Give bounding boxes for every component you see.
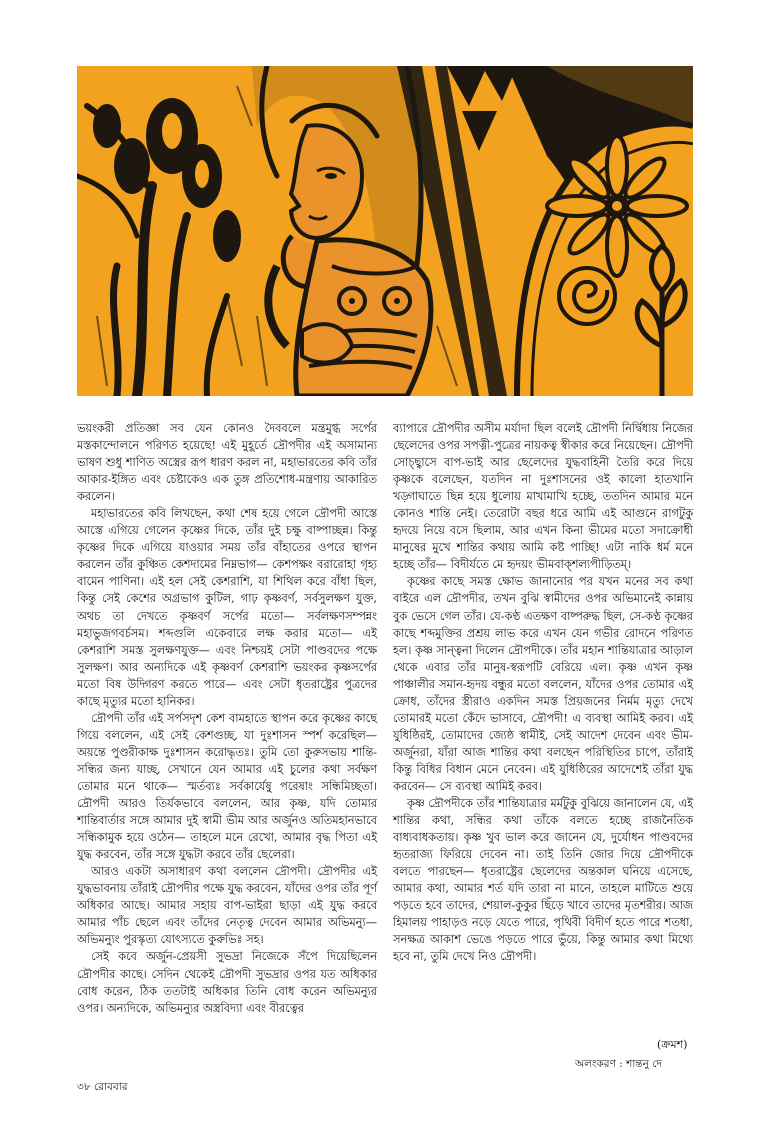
left-paragraph-2: মহাভারতের কবি লিখছেন, কথা শেষ হয়ে গেলে দ্রৌপদী আস্তে আস্তে এগিয়ে গেলেন কৃষ্ণের দিকে, তাঁর দুই চক্ষু বাষ্পাচ্ছন্ন। কিন্তু কৃষ্ণের দিকে এগিয়ে যাওয়ার সময় তাঁর বাঁহাতের ওপরে স্থাপন করলেন তাঁর কুঞ্চিত কেশদামের নিম্নভাগ— কেশপক্ষং বরারোহা গৃহ্য বামেন পাণিনা। এই হল সেই কেশরাশি, যা শিথিল করে বাঁধা ছিল, কিন্তু সেই কেশের অগ্রভাগ কুটিল, গাঢ় কৃষ্ণবর্ণ, সর্বসুলক্ষণ যুক্ত, অথচ তা দেখতে কৃষ্ণবর্ণ সর্পের মতো— সর্বলক্ষণসম্পন্নং মহাভুজগবর্চসম। শব্দগুলি একেবারে লক্ষ করার মতো— এই কেশরাশি সমস্ত সুলক্ষণযুক্ত— এবং নিশ্চয়ই সেটা পাণ্ডবদের পক্ষে সুলক্ষণ। আর অন্যদিকে এই কৃষ্ণবর্ণ কেশরাশি ভয়ংকর কৃষ্ণসর্পের মতো বিষ উদ্গিরণ করতে পারে— এবং সেটা ধৃতরাষ্ট্রের পুত্রদের কাছে মৃত্যুর মতো হানিকর।	[77, 507, 377, 708]
illustration-credit: অলংকরণ : শান্তনু দে	[575, 1058, 662, 1070]
page-folio: ৩৮ রোববার	[77, 1081, 128, 1093]
right-paragraph-1: ব্যাপারে দ্রৌপদীর অসীম মর্যাদা ছিল বলেই দ্রৌপদী নির্দ্বিধায় নিজের ছেলেদের ওপর সপত্নী-পুত্রের নায়কত্ব স্বীকার করে নিয়েছেন। দ্রৌপদী সোচ্ছ্বাসে বাপ-ভাই আর ছেলেদের যুদ্ধবাহিনী তৈরি করে দিয়ে কৃষ্ণকে বলেছেন, যতদিন না দুঃশাসনের ওই কালো হাতখানি খড়্গাঘাতে ছিন্ন হয়ে ধুলোয় মাখামাখি হচ্ছে, ততদিন আমার মনে কোনও শান্তি নেই। তেরোটা বছর ধরে আমি এই আগুনে রাগটুকু হৃদয়ে নিয়ে বসে ছিলাম, আর এখন কিনা ভীমের মতো সদাক্রোধী মানুষের মুখে শান্তির কথায় আমি কষ্ট পাচ্ছি! এটা নাকি ধর্ম মনে হচ্ছে তাঁর— বিদীর্যতে মে হৃদয়ং ভীমবাক্‌শল্যপীড়িতম্‌।	[393, 422, 693, 572]
left-paragraph-5: সেই কবে অর্জুন-প্রেয়সী সুভদ্রা নিজেকে সঁপে দিয়েছিলেন দ্রৌপদীর কাছে। সেদিন থেকেই দ্রৌপদী সুভদ্রার ওপর যত অধিকার বোধ করেন, ঠিক ততটাই অধিকার তিনি বোধ করেন অভিমন্যুর ওপর। অন্যদিকে, অভিমন্যুর অস্ত্রবিদ্যা এবং বীরত্বের	[77, 950, 377, 1015]
left-paragraph-4: আরও একটা অসাধারণ কথা বললেন দ্রৌপদী। দ্রৌপদীর এই যুদ্ধভাবনায় তাঁরাই দ্রৌপদীর পক্ষে যুদ্ধ করবেন, যাঁদের ওপর তাঁর পূর্ণ অধিকার আছে। আমার সহায় বাপ-ভাইরা ছাড়া এই যুদ্ধ করবে আমার পাঁচ ছেলে এবং তাঁদের নেতৃত্ব দেবেন আমার অভিমন্যু— অভিমন্যুং পুরস্কৃত্য যোৎস্যতে কুরুভিঃ সহ।	[77, 865, 377, 947]
folk-painting-icon	[77, 66, 693, 396]
article-column-left	[77, 420, 377, 1017]
left-paragraph-3: দ্রৌপদী তাঁর এই সর্পসদৃশ কেশ বামহাতে স্থাপন করে কৃষ্ণের কাছে গিয়ে বললেন, এই সেই কেশগুচ্ছ, যা দুঃশাসন স্পর্শ করেছিল— অয়ন্তে পুণ্ডরীকাক্ষ দুঃশাসন করোদ্ধৃতঃ। তুমি তো কুরুসভায় শান্তি-সন্ধির জন্য যাচ্ছ, সেখানে যেন আমার এই চুলের কথা সর্বক্ষণ তোমার মনে থাকে— স্মর্তব্যঃ সর্বকার্যেষু পরেষাং সন্ধিমিচ্ছতা। দ্রৌপদী আরও তির্যকভাবে বললেন, আর কৃষ্ণ, যদি তোমার শান্তিবার্তার সঙ্গে আমার দুই স্বামী ভীম আর অর্জুনও অতিমহানভাবে সন্ধিকামুক হয়ে ওঠেন— তাহলে মনে রেখো, আমার বৃদ্ধ পিতা এই যুদ্ধ করবেন, তাঁর সঙ্গে যুদ্ধটা করবে তাঁর ছেলেরা।	[77, 711, 377, 862]
right-paragraph-2: কৃষ্ণের কাছে সমস্ত ক্ষোভ জানানোর পর যখন মনের সব কথা বাইরে এল দ্রৌপদীর, তখন বুঝি স্বামীদের ওপর অভিমানেই কান্নায় বুক ভেসে গেল তাঁর। যে-কণ্ঠ এতক্ষণ বাষ্পরুদ্ধ ছিল, সে-কণ্ঠ কৃষ্ণের কাছে শব্দমুক্তির প্রশ্রয় লাভ করে এখন যেন গভীর রোদনে পরিণত হল। কৃষ্ণ সান্ত্বনা দিলেন দ্রৌপদীকে। তাঁর মহান শান্তিযাত্রার আড়াল থেকে এবার তাঁর মানুষ-স্বরূপটি বেরিয়ে এল। কৃষ্ণ এখন কৃষ্ণ পাঞ্চালীর সমান-হৃদয় বন্ধুর মতো বললেন, যাঁদের ওপর তোমার এই ক্রোধ, তাঁদের স্ত্রীরাও একদিন সমস্ত প্রিয়জনের নির্মম মৃত্যু দেখে তোমারই মতো কেঁদে ভাসাবে, দ্রৌপদী! এ ব্যবস্থা আমিই করব। এই যুধিষ্ঠিরই, তোমাদের জ্যেষ্ঠ স্বামীই, সেই আদেশ দেবেন এবং ভীম-অর্জুনরা, যাঁরা আজ শান্তির কথা বলছেন পরিস্থিতির চাপে, তাঁরাই কিন্তু বিধির বিধান মেনে নেবেন। এই যুধিষ্ঠিরের আদেশেই তাঁরা যুদ্ধ করবেন— সে ব্যবস্থা আমিই করব।	[393, 575, 693, 793]
illustration-artwork	[77, 66, 693, 396]
right-paragraph-3: কৃষ্ণ দ্রৌপদীকে তাঁর শান্তিযাত্রার মর্মটুকু বুঝিয়ে জানালেন যে, এই শান্তির কথা, সন্ধির কথা তাঁকে বলতে হচ্ছে রাজনৈতিক বাধ্যবাধকতায়। কৃষ্ণ খুব ভাল করে জানেন যে, দুর্যোধন পাণ্ডবদের হৃতরাজ্য ফিরিয়ে দেবেন না। তাই তিনি জোর দিয়ে দ্রৌপদীকে বলতে পারছেন— ধৃতরাষ্ট্রের ছেলেদের অন্তকাল ঘনিয়ে এসেছে, আমার কথা, আমার শর্ত যদি তারা না মানে, তাহলে মাটিতে শুয়ে পড়তে হবে তাদের, শেয়াল-কুকুর ছিঁড়ে খাবে তাদের মৃতশরীর। আজ হিমালয় পাহাড়ও নড়ে যেতে পারে, পৃথিবী বিদীর্ণ হতে পারে শতধা, সনক্ষত্র আকাশ ভেঙে পড়তে পারে ভুঁয়ে, কিন্তু আমার কথা মিথ্যে হবে না, তুমি দেখে নিও দ্রৌপদী।	[393, 797, 693, 964]
article-column-right	[393, 420, 693, 966]
continued-label: (ক্রমশ)	[657, 1038, 688, 1051]
left-paragraph-1: ভয়ংকরী প্রতিজ্ঞা সব যেন কোনও দৈববলে মন্ত্রমুগ্ধ সর্পের মস্তকান্দোলনে পরিণত হয়েছে! এই মুহূর্তে দ্রৌপদীর এই অসামান্য ভাষণ শুধু শাণিত অস্ত্রের রূপ ধারণ করল না, মহাভারতের কবি তাঁর আকার-ইঙ্গিত এবং চেষ্টাকেও এক তুঙ্গ প্রতিশোধ-মন্ত্রণায় আকারিত করলেন।	[77, 422, 377, 504]
